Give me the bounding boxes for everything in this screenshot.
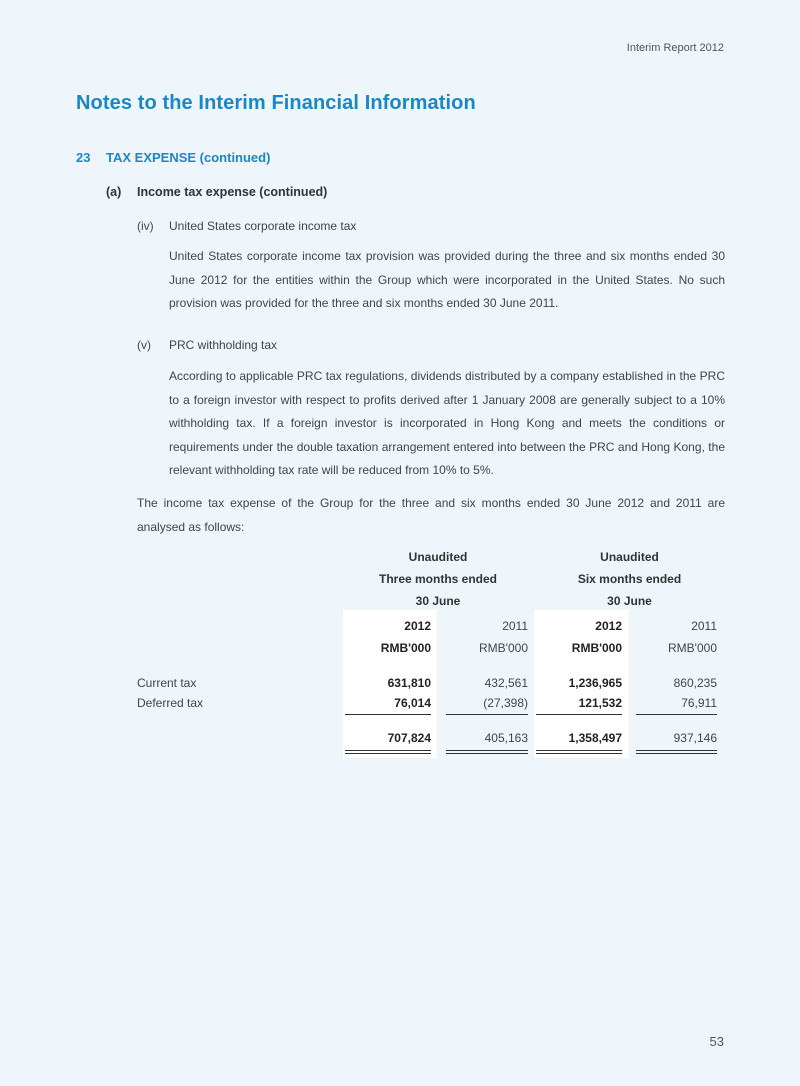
total-cell: 1,358,497 xyxy=(568,731,622,745)
table-cell: 121,532 xyxy=(578,696,622,710)
item-title-iv: United States corporate income tax xyxy=(169,219,357,233)
unit-header: RMB'000 xyxy=(479,641,528,655)
table-cell: 860,235 xyxy=(673,676,717,690)
group-status-three-months: Unaudited xyxy=(408,550,468,564)
item-text-iv: United States corporate income tax provision was provided during the three and six months ended 30 June 2012 for the entities within the Group which were incorporated in the United States. No such provision was provided for the three and six months ended 30 June 2011. xyxy=(169,249,725,310)
table-cell: 76,014 xyxy=(394,696,431,710)
table-cell: (27,398) xyxy=(483,696,528,710)
total-double-rule xyxy=(345,750,431,754)
page-number: 53 xyxy=(709,1034,724,1049)
report-title: Interim Report 2012 xyxy=(626,42,724,54)
table-cell: 432,561 xyxy=(484,676,528,690)
subtotal-rule xyxy=(536,714,622,715)
year-header: 2012 xyxy=(595,619,622,633)
year-header: 2012 xyxy=(404,619,431,633)
subtotal-rule xyxy=(446,714,528,715)
subtotal-rule xyxy=(345,714,431,715)
item-number-iv: (iv) xyxy=(137,219,154,233)
unit-header: RMB'000 xyxy=(668,641,717,655)
group-date-six-months: 30 June xyxy=(607,594,652,608)
subsection-title: Income tax expense (continued) xyxy=(137,185,328,199)
row-label-deferred-tax: Deferred tax xyxy=(137,696,204,710)
section-title: TAX EXPENSE (continued) xyxy=(106,150,271,165)
total-cell: 405,163 xyxy=(484,731,528,745)
item-title-v: PRC withholding tax xyxy=(169,338,278,352)
unit-header: RMB'000 xyxy=(380,641,431,655)
group-period-three-months: Three months ended xyxy=(378,572,497,586)
group-status-six-months: Unaudited xyxy=(600,550,659,564)
year-header: 2011 xyxy=(502,619,528,633)
total-double-rule xyxy=(636,750,717,754)
total-cell: 707,824 xyxy=(387,731,431,745)
subtotal-rule xyxy=(636,714,717,715)
subsection-number: (a) xyxy=(106,185,122,199)
item-text-v: According to applicable PRC tax regulations, dividends distributed by a company established in the PRC to a foreign investor with respect to profits derived after 1 January 2008 are generally subject to a 10% withholding tax. If a foreign investor is incorporated in Hong Kong and meets the conditions or requirements under the double taxation arrangement entered into between the PRC and Hong Kong, the relevant withholding tax rate will be reduced from 10% to 5%. xyxy=(169,369,725,477)
page-title: Notes to the Interim Financial Information xyxy=(76,92,476,114)
total-double-rule xyxy=(446,750,528,754)
total-double-rule xyxy=(536,750,622,754)
table-cell: 76,911 xyxy=(681,696,717,710)
table-cell: 1,236,965 xyxy=(568,676,622,690)
table-cell: 631,810 xyxy=(387,676,431,690)
item-number-v: (v) xyxy=(137,338,151,352)
row-label-current-tax: Current tax xyxy=(137,676,197,690)
total-cell: 937,146 xyxy=(673,731,717,745)
year-header: 2011 xyxy=(691,619,717,633)
summary-paragraph: The income tax expense of the Group for the three and six months ended 30 June 2012 and 2011 are analysed as follows: xyxy=(137,496,725,534)
unit-header: RMB'000 xyxy=(571,641,622,655)
group-date-three-months: 30 June xyxy=(415,594,461,608)
section-number: 23 xyxy=(76,150,91,165)
group-period-six-months: Six months ended xyxy=(577,572,682,586)
